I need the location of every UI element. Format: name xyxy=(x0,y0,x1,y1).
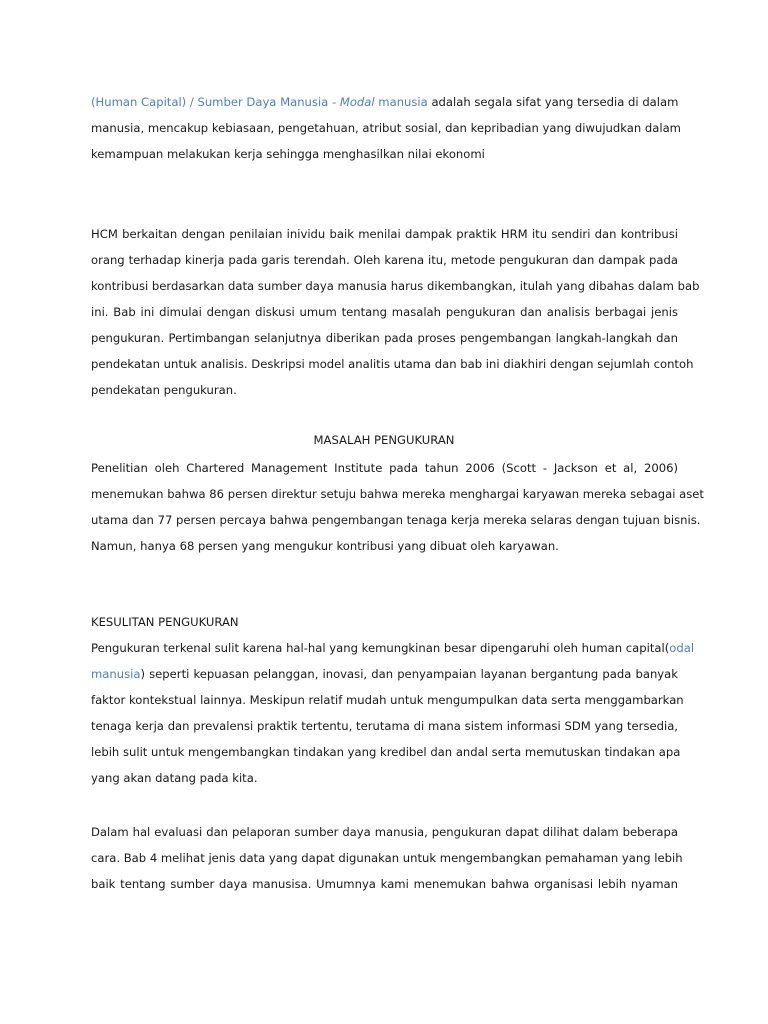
odal-link-text: odal xyxy=(669,641,695,655)
modal-link-text: Modal xyxy=(339,95,375,109)
kesulitan-line5: lebih sulit untuk mengembangkan tindakan yang kredibel dan andal serta memutuskan tindakan apa xyxy=(91,745,681,759)
paragraph2-line5-emphasis: pengukuran. xyxy=(91,331,165,345)
evaluasi-line1: Dalam hal evaluasi dan pelaporan sumber daya manusia, pengukuran dapat dilihat dalam beberapa xyxy=(91,825,678,839)
evaluasi-line2: cara. Bab 4 melihat jenis data yang dapat digunakan untuk mengembangkan pemahaman yang lebih xyxy=(91,851,683,865)
kesulitan-line2 xyxy=(91,666,678,682)
paragraph2-line4-emphasis: masalah pengukuran dan analisis berbagai jenis xyxy=(391,305,678,319)
kesulitan-line1 xyxy=(91,640,695,656)
paragraph2-line6: pendekatan untuk analisis. Deskripsi model analitis utama dan bab ini diakhiri dengan sejumlah contoh xyxy=(91,357,694,371)
heading-kesulitan-pengukuran: KESULITAN PENGUKURAN xyxy=(91,615,239,629)
manusia-link-text-2: manusia xyxy=(91,667,141,681)
paragraph1-line2: manusia, mencakup kebiasaan, pengetahuan, atribut sosial, dan kepribadian yang diwujudkan dalam xyxy=(91,121,681,135)
evaluasi-line3: baik tentang sumber daya manusisa. Umumnya kami menemukan bahwa organisasi lebih nyaman xyxy=(91,877,678,891)
kesulitan-line6: yang akan datang pada kita. xyxy=(91,771,258,785)
paragraph2-line5 xyxy=(91,330,678,346)
paragraph2-line1: HCM berkaitan dengan penilaian inividu baik menilai dampak praktik HRM itu sendiri dan kontribusi xyxy=(91,227,678,241)
masalah-line4: Namun, hanya 68 persen yang mengukur kontribusi yang dibuat oleh karyawan. xyxy=(91,539,559,553)
kesulitan-line4: tenaga kerja dan prevalensi praktik tertentu, terutama di mana sistem informasi SDM yang tersedia, xyxy=(91,719,678,733)
masalah-line1: Penelitian oleh Chartered Management Institute pada tahun 2006 (Scott - Jackson et al, 2006) xyxy=(91,461,678,475)
masalah-line3: utama dan 77 persen percaya bahwa pengembangan tenaga kerja mereka selaras dengan tujuan bisnis. xyxy=(91,513,701,527)
paragraph1-line3: kemampuan melakukan kerja sehingga menghasilkan nilai ekonomi xyxy=(91,147,485,161)
paragraph2-line3: kontribusi berdasarkan data sumber daya manusia harus dikembangkan, itulah yang dibahas dalam bab xyxy=(91,279,700,293)
paragraph1-line1-text: adalah segala sifat yang tersedia di dalam xyxy=(427,95,679,109)
human-capital-link-text: (Human Capital) / Sumber Daya Manusia - xyxy=(91,95,340,109)
paragraph1-line1 xyxy=(91,94,678,110)
heading-masalah-pengukuran: MASALAH PENGUKURAN xyxy=(313,433,455,447)
paragraph2-line4 xyxy=(91,304,678,320)
manusia-link-text: manusia xyxy=(374,95,428,109)
paragraph2-line5-text: Pertimbangan selanjutnya diberikan pada proses pengembangan langkah-langkah dan xyxy=(164,331,678,345)
kesulitan-line2-text: ) seperti kepuasan pelanggan, inovasi, dan penyampaian layanan bergantung pada banyak xyxy=(140,667,678,681)
masalah-line2: menemukan bahwa 86 persen direktur setuju bahwa mereka menghargai karyawan mereka sebagai aset xyxy=(91,487,704,501)
paragraph2-line2: orang terhadap kinerja pada garis terendah. Oleh karena itu, metode pengukuran dan dampak pada xyxy=(91,253,678,267)
paragraph2-line7: pendekatan pengukuran. xyxy=(91,383,237,397)
paragraph2-line4-text: ini. Bab ini dimulai dengan diskusi umum tentang xyxy=(91,305,392,319)
kesulitan-line3: faktor kontekstual lainnya. Meskipun relatif mudah untuk mengumpulkan data serta menggambarkan xyxy=(91,693,684,707)
kesulitan-line1-text: Pengukuran terkenal sulit karena hal-hal yang kemungkinan besar dipengaruhi oleh human capital( xyxy=(91,641,670,655)
